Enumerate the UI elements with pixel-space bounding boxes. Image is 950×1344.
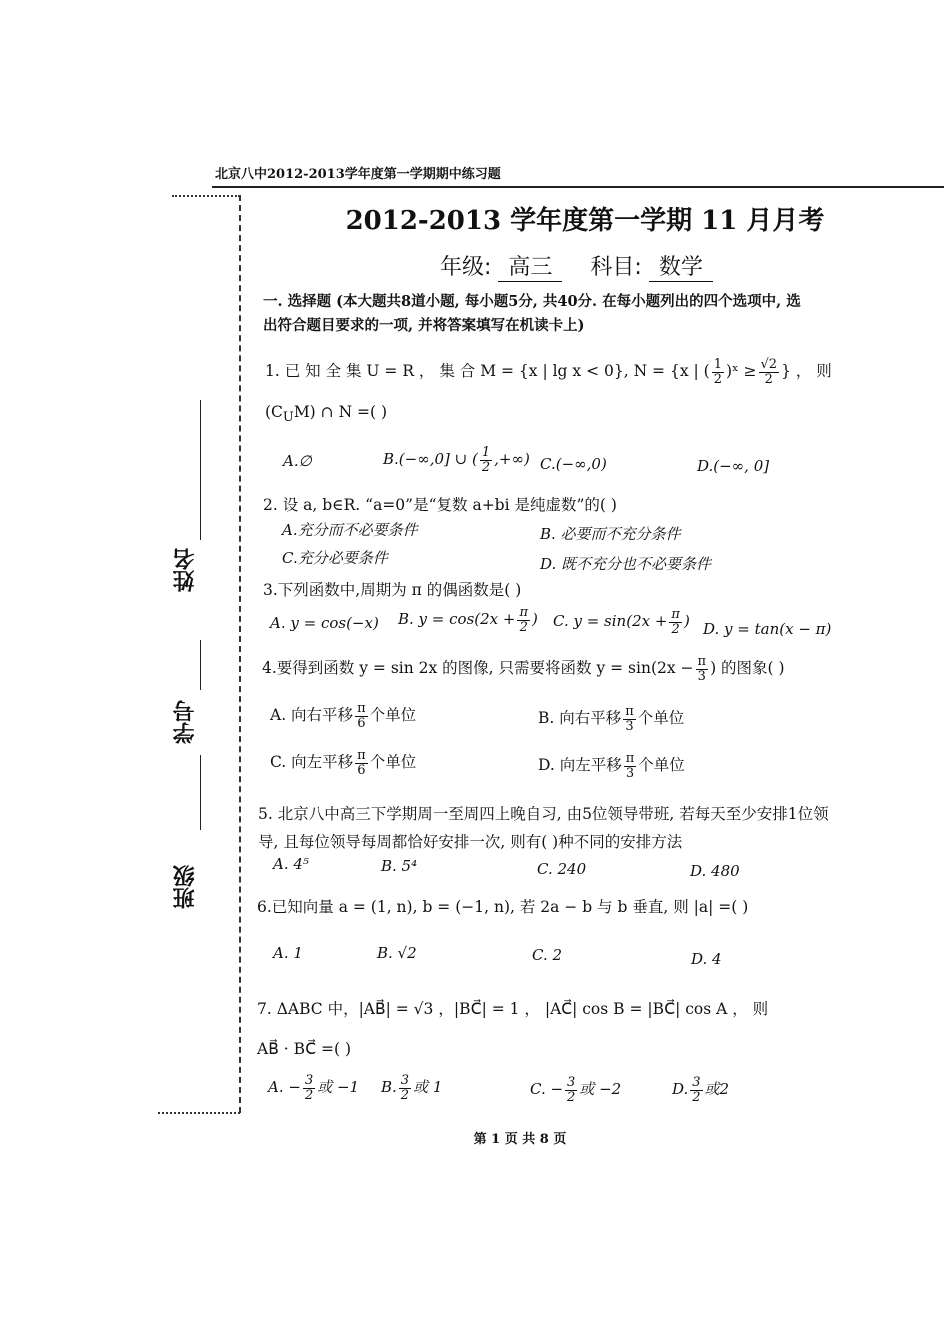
section-instructions bbox=[263, 290, 863, 338]
q5-option-a: A. 4⁵ bbox=[273, 855, 309, 873]
q7-option-b: B. $\frac{3}{2}$ 或 1 bbox=[381, 1073, 443, 1103]
q2-option-d: D. 既不充分也不必要条件 bbox=[540, 555, 712, 573]
q6-option-d: D. 4 bbox=[691, 950, 722, 968]
q7-option-d: D. $\frac{3}{2}$ 或2 bbox=[672, 1075, 730, 1105]
section-line-1: 一. 选择题 (本大题共8道小题, 每小题5分, 共40分. 在每小题列出的四个选项中, 选 bbox=[263, 293, 801, 310]
class-field bbox=[170, 860, 210, 920]
q3-option-b: B. y = cos(2x + $\frac{\pi}{2}$ ) bbox=[398, 605, 538, 635]
section-line-2: 出符合题目要求的一项, 并将答案填写在机读卡上) bbox=[263, 317, 585, 334]
q2-option-a: A.充分而不必要条件 bbox=[282, 521, 418, 539]
q5-option-d: D. 480 bbox=[690, 862, 740, 880]
q3-stem: 3.下列函数中,周期为 π 的偶函数是( ) bbox=[263, 581, 522, 599]
q1-stem-mid: )ˣ ≥ bbox=[725, 362, 757, 381]
q1-option-b: B.(−∞,0] ∪ ( $\frac{1}{2}$ ,+∞) bbox=[383, 445, 530, 475]
binding-dash-top bbox=[172, 195, 240, 197]
exam-title: 2012-2013 学年度第一学期 11 月月考 bbox=[345, 206, 825, 236]
q5-line-2: 导, 且每位领导每周都恰好安排一次, 则有( )种不同的安排方法 bbox=[258, 833, 683, 851]
q4-option-d: D. 向左平移 $\frac{\pi}{3}$ 个单位 bbox=[538, 751, 685, 781]
q1-line2: $(C_UM)$ ∩ N =( ) bbox=[265, 403, 388, 426]
q4-option-b: B. 向右平移 $\frac{\pi}{3}$ 个单位 bbox=[538, 704, 685, 734]
q7-stem: 7. ΔABC 中，|AB⃗| = √3 ，|BC⃗| = 1 ， |AC⃗| cos B = |BC⃗| cos A ， 则 bbox=[257, 1000, 769, 1018]
q4-option-c: C. 向左平移 $\frac{\pi}{6}$ 个单位 bbox=[270, 748, 417, 778]
q1-frac-b: $\frac{√2}{2}$ bbox=[760, 357, 778, 387]
grade-value: 高三 bbox=[498, 250, 562, 282]
subject-label: 科目: bbox=[590, 255, 642, 280]
q6-option-c: C. 2 bbox=[532, 946, 563, 964]
binding-dash-vertical bbox=[239, 195, 241, 1113]
q1-option-d: D.(−∞, 0] bbox=[697, 457, 770, 475]
subject-value: 数学 bbox=[649, 250, 713, 282]
q6-stem: 6.已知向量 a = (1, n), b = (−1, n), 若 2a − b 与 b 垂直, 则 |a| =( ) bbox=[257, 898, 749, 916]
number-label: 学号 bbox=[173, 700, 198, 745]
binding-dash-bottom bbox=[158, 1112, 240, 1114]
q6-option-b: B. √2 bbox=[377, 944, 417, 962]
q5-option-c: C. 240 bbox=[537, 860, 587, 878]
q7-option-c: C. − $\frac{3}{2}$ 或 −2 bbox=[530, 1075, 622, 1105]
exam-header: 北京八中2012-2013学年度第一学期期中练习题 bbox=[215, 167, 501, 182]
q5-line-1: 5. 北京八中高三下学期周一至周四上晚自习, 由5位领导带班, 若每天至少安排1位领 bbox=[258, 805, 829, 823]
header-rule bbox=[212, 186, 944, 188]
name-underline bbox=[200, 400, 201, 540]
q1-stem bbox=[265, 358, 832, 386]
q3-option-d: D. y = tan(x − π) bbox=[703, 620, 832, 638]
grade-label: 年级: bbox=[440, 255, 492, 280]
name-field bbox=[170, 400, 210, 610]
q4-stem: 4.要得到函数 y = sin 2x 的图像, 只需要将函数 y = sin(2x − $\frac{\pi}{3}$ ) 的图象( ) bbox=[262, 654, 785, 684]
q6-option-a: A. 1 bbox=[273, 944, 303, 962]
q3-option-c: C. y = sin(2x + $\frac{\pi}{2}$ ) bbox=[553, 607, 690, 637]
q1-option-c: C.(−∞,0) bbox=[540, 455, 607, 473]
q3-option-a: A. y = cos(−x) bbox=[270, 614, 379, 632]
q5-option-b: B. 5⁴ bbox=[381, 857, 418, 875]
q4-option-a: A. 向右平移 $\frac{\pi}{6}$ 个单位 bbox=[270, 701, 417, 731]
q7-line-2: AB⃗ · BC⃗ =( ) bbox=[257, 1040, 352, 1058]
q1-stem-end: } ， 则 bbox=[781, 362, 832, 381]
name-label: 姓名 bbox=[173, 548, 198, 592]
q2-stem: 2. 设 a, b∈R. “a=0”是“复数 a+bi 是纯虚数”的( ) bbox=[263, 496, 617, 514]
student-number-field bbox=[170, 640, 210, 830]
q2-option-c: C.充分必要条件 bbox=[282, 549, 388, 567]
q1-option-a: A.∅ bbox=[283, 452, 312, 470]
number-underline-top bbox=[200, 640, 201, 690]
page-number: 第 1 页 共 8 页 bbox=[473, 1132, 567, 1147]
number-underline-bottom bbox=[200, 755, 201, 830]
q7-option-a: A. − $\frac{3}{2}$ 或 −1 bbox=[268, 1073, 360, 1103]
q2-option-b: B. 必要而不充分条件 bbox=[540, 525, 681, 543]
class-label: 班级 bbox=[173, 865, 198, 910]
q1-stem-text: 1. 已 知 全 集 U = R ， 集 合 M = {x | lg x < 0}, N = {x | ( bbox=[265, 362, 710, 381]
grade-subject-line bbox=[440, 250, 713, 282]
q1-frac-a: $\frac{1}{2}$ bbox=[713, 357, 722, 387]
